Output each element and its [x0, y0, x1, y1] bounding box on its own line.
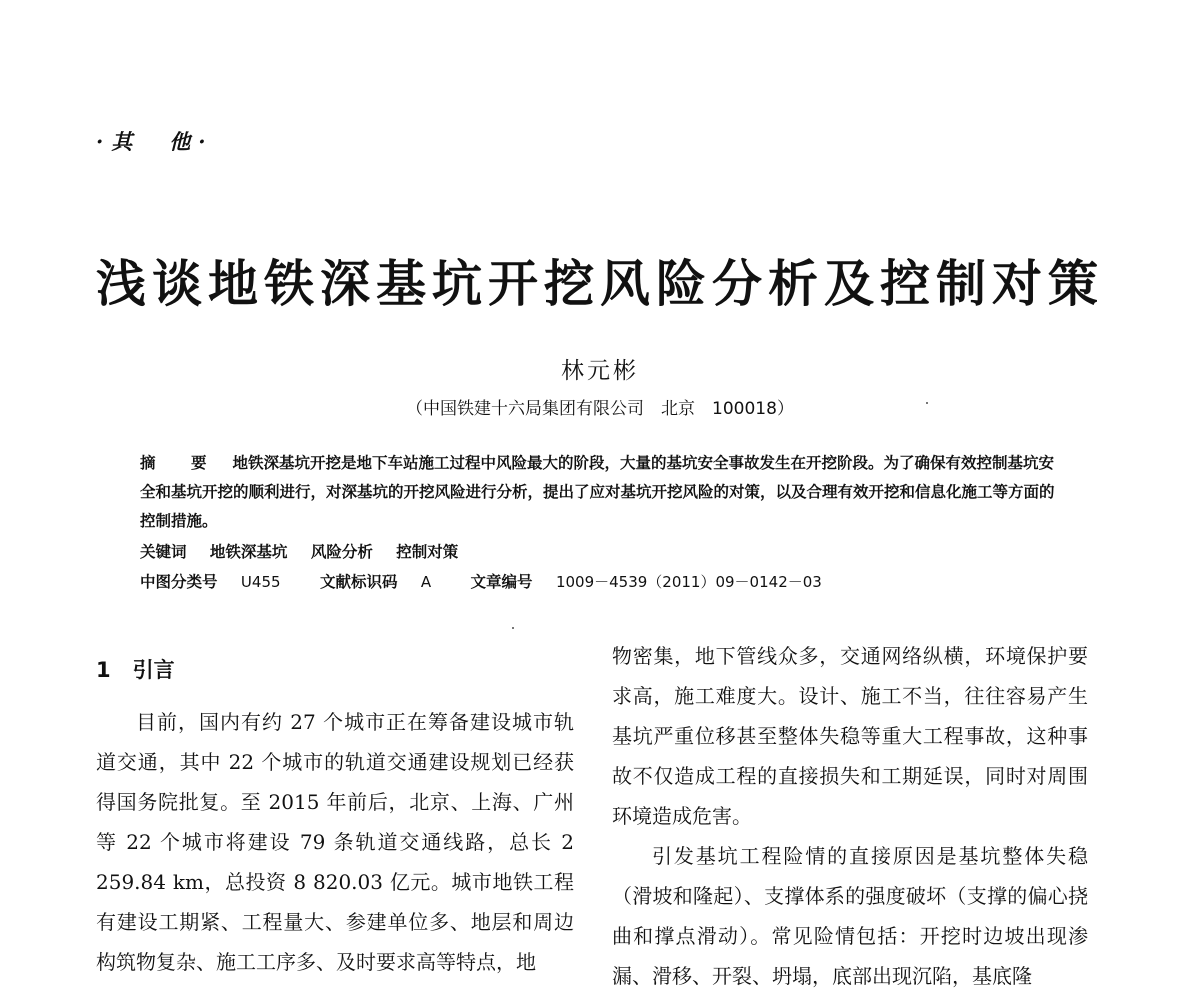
article-no-value: 1009－4539（2011）09－0142－03: [555, 573, 822, 591]
keyword-item: 风险分析: [310, 542, 373, 561]
keywords-label: 关键词: [140, 542, 187, 561]
keyword-item: 控制对策: [396, 542, 459, 561]
keyword-item: 地铁深基坑: [209, 542, 288, 561]
paper-title: 浅谈地铁深基坑开挖风险分析及控制对策: [96, 254, 1104, 313]
section-tag: ·其 他·: [96, 129, 214, 154]
scan-speck: [512, 627, 514, 629]
doc-code-label: 文献标识码: [319, 572, 398, 591]
section-heading: [96, 650, 574, 690]
classification-line: [140, 570, 822, 592]
section-title: 引言: [132, 658, 175, 682]
article-no-label: 文章编号: [470, 572, 533, 591]
right-column: [612, 636, 1088, 996]
clc-label: 中图分类号: [140, 572, 218, 591]
author-name: 林元彬: [561, 358, 639, 384]
body-paragraph: 物密集，地下管线众多，交通网络纵横，环境保护要求高，施工难度大。设计、施工不当，往往容易产生基坑严重位移甚至整体失稳等重大工程事故，这种事故不仅造成工程的直接损失和工期延误，同时对周围环境造成危害。: [612, 644, 1088, 828]
author-affiliation: （中国铁建十六局集团有限公司 北京 100018）: [406, 399, 794, 419]
intro-paragraph: 目前，国内有约 27 个城市正在筹备建设城市轨道交通，其中 22 个城市的轨道交通建设规划已经获得国务院批复。至 2015 年前后，北京、上海、广州等 22 个城市将建设 79 条轨道交通线路，总长 2 259.84 km，总投资 8 820.03 亿元。城市地铁工程有建设工期紧、工程量大、参建单位多、地层和周边构筑物复杂、施工工序多、及时要求高等特点，地: [96, 710, 574, 974]
abstract: [140, 448, 1060, 535]
abstract-label: 摘 要: [140, 453, 217, 472]
left-column: [96, 650, 574, 982]
keywords: [140, 540, 476, 562]
scan-speck: [926, 402, 928, 404]
abstract-text: 地铁深基坑开挖是地下车站施工过程中风险最大的阶段，大量的基坑安全事故发生在开挖阶段。为了确保有效控制基坑安全和基坑开挖的顺利进行，对深基坑的开挖风险进行分析，提出了应对基坑开挖风险的对策，以及合理有效开挖和信息化施工等方面的控制措施。: [140, 453, 1055, 530]
clc-value: U455: [240, 573, 281, 591]
body-paragraph: 引发基坑工程险情的直接原因是基坑整体失稳（滑坡和隆起）、支撑体系的强度破坏（支撑的偏心挠曲和撑点滑动）。常见险情包括：开挖时边坡出现渗漏、滑移、开裂、坍塌，底部出现沉陷，基底隆: [612, 844, 1088, 988]
section-number: 1: [96, 658, 111, 682]
doc-code-value: A: [420, 573, 432, 591]
